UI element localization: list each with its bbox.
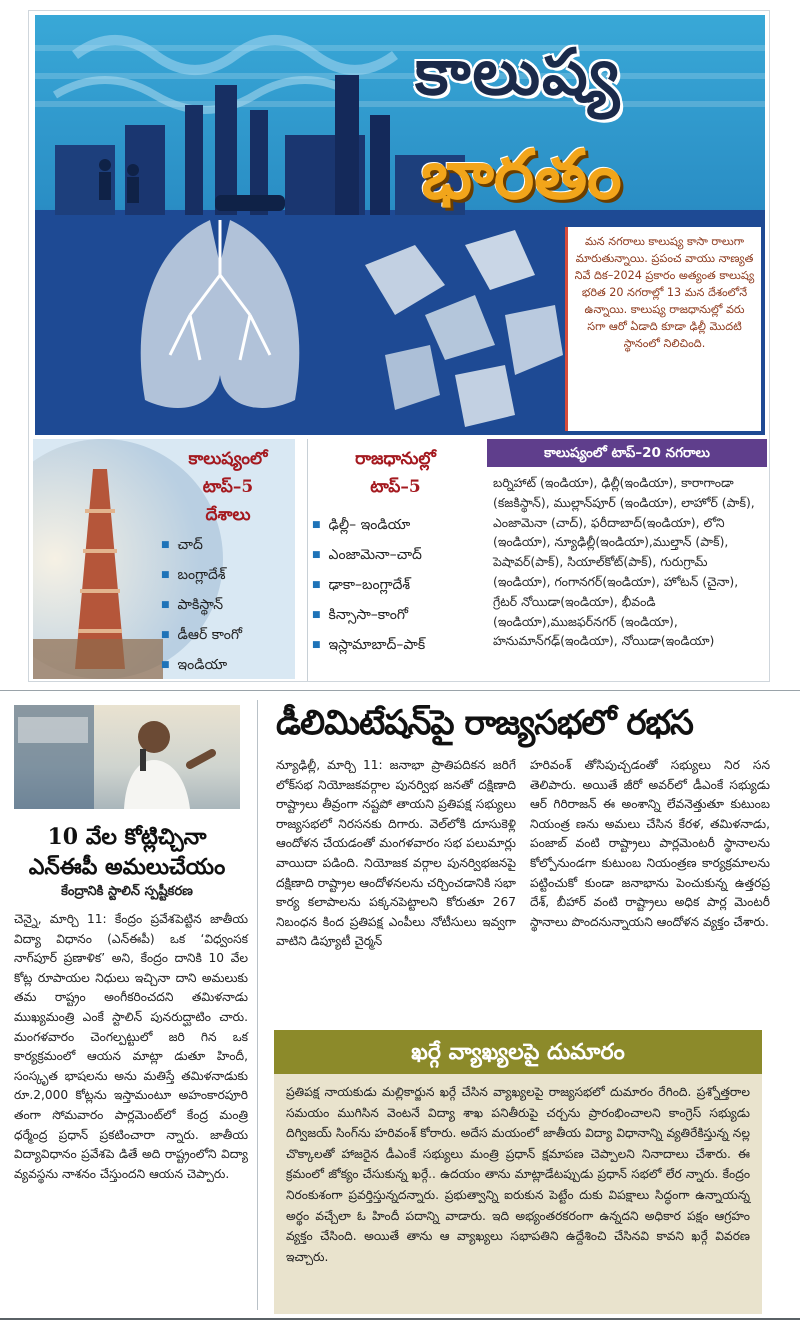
feature-title-line2: భారతం: [421, 135, 622, 215]
left-story-header: [14, 822, 240, 902]
main-story-column-1: న్యూఢిల్లీ, మార్చి 11: జనాభా ప్రాతిపదికన జరిగే లోక్‌సభ నియోజకవర్గాల పునర్విభ జనతో దక్షిణాది రాష్ట్రాలు తీవ్రంగా నష్టపో తాయని ప్రతిపక్ష సభ్యులు రాజ్యసభలో నిరసనకు దిగారు. వెల్‌లోకి దూసుకెళ్లి ఆందోళన చేయడంతో మంగళవారం సభ పలుమార్లు వాయిదా పడింది. నియోజక వర్గాల పునర్విభజనపై దక్షిణాది రాష్ట్రాల ఆందోళనలను చర్చించడానికి సభా కార్య కలాపాలను పక్కనపెట్టాలని కోరుతూ 267 నిబంధన కింద ప్రతిపక్ష ఎంపీలు నోటీసులు ఇవ్వగా వాటిని డిప్యూటీ చైర్మన్: [276, 758, 516, 949]
list-item: ■ కిన్సాసా–కాంగో: [312, 601, 479, 631]
list-item: ■ బంగ్లాదేశ్: [161, 561, 295, 591]
feature-info-box: [565, 227, 761, 431]
speaker-photo: [14, 705, 240, 809]
top5-countries-list: [161, 531, 295, 681]
top20-list: బర్నిహాట్ (ఇండియా), ఢిల్లీ(ఇండియా), కారాగాండా (కజకిస్థాన్), ముల్లాన్‌పూర్ (ఇండియా), లాహోర్ (పాక్), ఎంజామెనా (చాద్), ఫరీదాబాద్(ఇండియా), లోని (ఇండియా), న్యూఢిల్లీ(ఇండియా),ముల్తాన్ (పాక్), పెషావర్(పాక్), సియాల్‌కోట్(పాక్), గురుగ్రామ్ (ఇండియా), గంగానగర్(ఇండియా), హోటన్ (చైనా), గ్రేటర్ నోయిడా(ఇండియా), భీవండి (ఇండియా),ముజఫర్‌నగర్ (ఇండియా), హనుమాన్‌గఢ్(ఇండియా), నోయిడా(ఇండియా): [493, 475, 755, 649]
feature-title: [415, 35, 755, 235]
list-item: ■ ఇస్లామాబాద్–పాక్: [312, 631, 479, 661]
top5-countries-heading: కాలుష్యంలో టాప్‌–5 దేశాలు: [188, 449, 268, 525]
top5-capitals-heading: రాజధానుల్లో టాప్‌–5: [355, 449, 436, 497]
feature-title-line1: కాలుష్య: [415, 35, 622, 110]
lungs-illustration: [141, 220, 300, 408]
list-item: ■ ఇండియా: [161, 651, 295, 681]
divider: [0, 1318, 800, 1320]
feature-info-text: మన నగరాలు కాలుష్య కాసా రాలుగా మారుతున్నాయి. ప్రపంచ వాయు నాణ్యత నివే దిక–2024 ప్రకారం అత్యంత కాలుష్య భరిత 20 నగరాల్లో 13 మన దేశంలోనే ఉన్నాయి. కాలుష్య రాజధానుల్లో వరు సగా ఆరో ఏడాది కూడా ఢిల్లీ మొదటి స్థానంలో నిలిచింది.: [574, 235, 755, 350]
sub-story-body: ప్రతిపక్ష నాయకుడు మల్లికార్జున ఖర్గే చేసిన వ్యాఖ్యలపై రాజ్యసభలో దుమారం రేగింది. ప్రశ్నోత్తరాల సమయం ముగిసిన వెంటనే విద్యా శాఖ పనితీరుపై చర్చను ప్రారంభించాలని కాంగ్రెస్ సభ్యుడు దిగ్విజయ్ సింగ్‌ను హరివంశ్ కోరారు. అదేస మయంలో జాతీయ విద్యా విధానాన్ని వ్యతిరేకిస్తున్న నల్ల చొక్కాలతో హాజరైన డీఎంకే సభ్యులు మంత్రి ప్రధాన్ క్షమాపణ చెప్పాలని నినాదాలు చేశారు. ఈ క్రమంలో జోక్యం చేసుకున్న ఖర్గే.. ఉదయం తాను మాట్లాడేటప్పుడు ప్రధాన్ సభలో లేర న్నారు. కేంద్రం నిరంకుశంగా ప్రవర్తిస్తున్నదన్నారు. ప్రభుత్వాన్ని ఐరుకున పెట్టేం దుకు విపక్షాలు సిద్ధంగా ఉన్నాయన్న అర్థం వచ్చేలా ఓ హిందీ పదాన్ని వాడారు. ఇది అభ్యంతరకరంగా ఉన్నదని అధికార పక్షం ఆగ్రహం వ్యక్తం చేసింది. అయితే తాను ఆ వ్యాఖ్యలు సభాపతిని ఉద్దేశించి చేసినవి కావని ఖర్గే వివరణ ఇచ్చారు.: [286, 1085, 750, 1264]
top5-countries: [157, 439, 299, 681]
top5-capitals: [307, 439, 483, 681]
list-item: ■ ఎంజామెనా–చాద్: [312, 541, 479, 571]
list-item: ■ ఢాకా–బంగ్లాదేశ్: [312, 571, 479, 601]
list-item: ■ పాకిస్థాన్: [161, 591, 295, 621]
left-story-title-line1: 10 వేల కోట్లిచ్చినా: [47, 824, 207, 850]
left-story-body: చెన్నై, మార్చి 11: కేంద్రం ప్రవేశపెట్టిన జాతీయ విద్యా విధానం (ఎన్‌ఈపీ) ఒక ‘విధ్వంసక నాగ్‌పూర్ ప్రణాళిక’ అని, కేంద్రం దానికి 10 వేల కోట్ల రూపాయల నిధులు ఇచ్చినా దాని అమలుకు తమ రాష్ట్రం అంగీకరించదని తమిళనాడు ముఖ్యమంత్రి ఎంకే స్టాలిన్ పునరుద్ఘాటిం చారు. మంగళవారం చెంగల్పట్టులో జరి గిన ఒక కార్యక్రమంలో ఆయన మాట్లా డుతూ హిందీ, సంస్కృత భాషలను అను మతిస్తే తమిళనాడుకు రూ.2,000 కోట్లను ఇస్తామంటూ అహంకారపూరి తంగా సోమవారం పార్లమెంట్‌లో కేంద్ర మంత్రి ధర్మేంద్ర ప్రధాన్ ప్రకటించారా న్నారు. జాతీయ విద్యావిధానం ప్రవేశపె డితే అది రాష్ట్రంలోని విద్యా వ్యవస్థను నాశనం చేస్తుందని ఆయన చెప్పారు.: [14, 912, 248, 1181]
sub-story-box: [274, 1030, 762, 1314]
top20-heading: కాలుష్యంలో టాప్‌–20 నగరాలు: [487, 439, 767, 467]
main-story-column-2: హరివంశ్ తోసిపుచ్చడంతో సభ్యులు నిర సన తెలిపారు. అయితే జీరో అవర్‌లో డీఎంకే సభ్యుడు ఆర్ గిరిరాజన్ ఈ అంశాన్ని లేవనెత్తుతూ కుటుంబ నియంత్ర ణను అమలు చేసిన కేరళ, తమిళనాడు, పంజాబ్ వంటి రాష్ట్రాలు పార్లమెంటరీ స్థానాలను కోల్పోనుండగా కుటుంబ నియంత్రణ కార్యక్రమాలను పట్టించుకో కుండా జనాభాను పెంచుకున్న ఉత్తరప్ర దేశ్, బీహార్ వంటి రాష్ట్రాలు అధిక పార్ల మెంటరీ స్థానాలు పొందనున్నాయని ఆందోళన వ్యక్తం చేశారు.: [530, 758, 770, 929]
column-divider: [257, 700, 258, 1310]
list-item: ■ చాద్: [161, 531, 295, 561]
pollution-feature: [28, 10, 770, 682]
list-item: ■ ఢిల్లీ– ఇండియా: [312, 511, 479, 541]
sub-story-headline: ఖర్గే వ్యాఖ్యలపై దుమారం: [274, 1030, 762, 1074]
hero-illustration: [35, 15, 765, 435]
top20-cities: [487, 439, 767, 681]
left-story-subtitle: కేంద్రానికి స్టాలిన్ స్పష్టీకరణ: [61, 884, 193, 899]
main-story-headline: డీలిమిటేషన్‌పై రాజ్యసభలో రభస: [276, 703, 693, 743]
top5-capitals-list: [312, 511, 479, 661]
left-story-title-line2: ఎన్‌ఈపీ అమలుచేయం: [28, 854, 226, 880]
divider: [0, 690, 800, 691]
list-item: ■ డీఆర్ కాంగో: [161, 621, 295, 651]
